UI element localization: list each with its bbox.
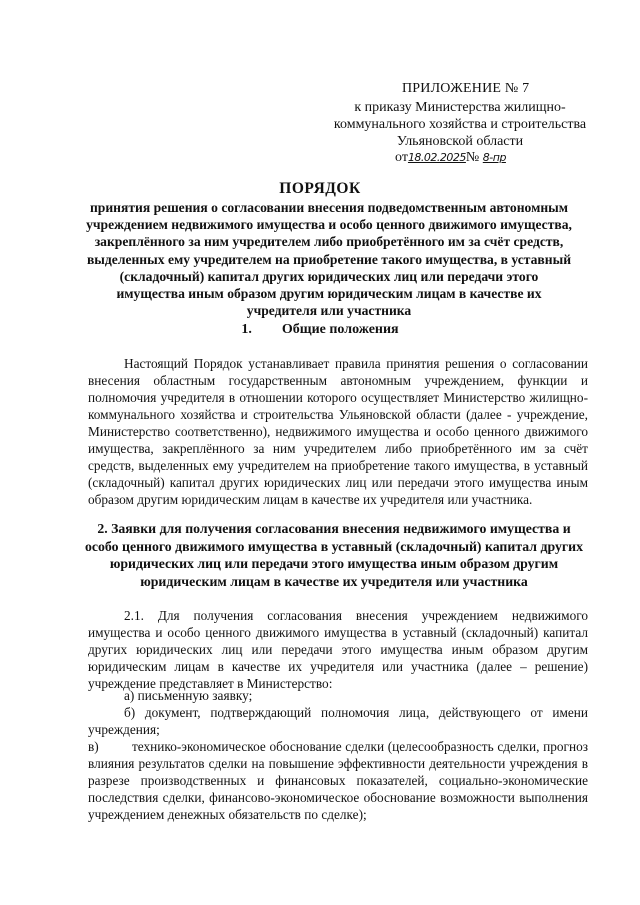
section-1-heading — [0, 322, 640, 338]
section-1-number: 1. — [241, 322, 252, 337]
list-item-c — [88, 738, 588, 823]
appendix-line: Ульяновской области — [396, 134, 524, 149]
appendix-line: коммунального хозяйства и строительства — [333, 117, 587, 132]
handwritten-date: 18.02.2025 — [407, 151, 466, 164]
handwritten-number: 8-пр — [482, 151, 506, 164]
date-prefix: от — [395, 150, 408, 165]
list-item-c-marker: в) — [88, 739, 99, 754]
list-item-a: а) письменную заявку; — [124, 688, 253, 703]
appendix-line: к приказу Министерства жилищно- — [354, 100, 566, 115]
appendix-title: ПРИЛОЖЕНИЕ № 7 — [402, 81, 530, 96]
section-2-paragraph: 2.1. Для получения согласования внесения учреждением недвижимого имущества и особо ценного движимого имущества в уставный (складочный) капитал других юридических лиц или передачи этого имущества иным образом другим юридическим лицам в качестве их учредителя или участника (далее – решение) учреждение представляет в Министерство: — [88, 608, 588, 691]
number-prefix: № — [465, 150, 480, 165]
section-2-heading: 2. Заявки для получения согласования внесения недвижимого имущества и особо ценного движимого имущества в уставный (складочный) капитал других юридических лиц или передачи этого имущества иным образом другим юридическим лицам в качестве их учредителя или участника — [85, 521, 583, 589]
list-item-c-text: технико-экономическое обоснование сделки (целесообразность сделки, прогноз влияния результатов сделки на повышение эффективности деятельности учреждения в разрезе производственных и финансовых показателей, социально-экономические последствия сделки, финансово-экономическое обоснование возможности выполнения учреждением денежных обязательств по сделке); — [88, 739, 588, 822]
section-1-title: Общие положения — [281, 322, 399, 337]
section-1-paragraph: Настоящий Порядок устанавливает правила принятия решения о согласовании внесения областным государственным автономным учреждением, функции и полномочия учредителя в отношении которого осуществляет Министерство жилищно-коммунального хозяйства и строительства Ульяновской области (далее - учреждение, Министерство соответственно), недвижимого имущества и особо ценного движимого имущества, закреплённого за ним учредителем либо приобретённого им за счёт средств, выделенных ему учредителем на приобретение такого имущества, в уставный (складочный) капитал других юридических лиц или передачи этого имущества иным образом другим юридическим лицам в качестве их учредителя или участника. — [88, 356, 588, 507]
list-item-b: б) документ, подтверждающий полномочия лица, действующего от имени учреждения; — [88, 705, 588, 737]
order-date-number — [395, 150, 506, 166]
order-subtitle: принятия решения о согласовании внесения подведомственным автономным учреждением недвижимого имущества и особо ценного движимого имущества, закреплённого за ним учредителем либо приобретённого им за счёт средств, выделенных ему учредителем на приобретение такого имущества, в уставный (складочный) капитал других юридических лиц или передачи этого имущества иным образом другим юридическим лицам в качестве их учредителя или участника — [86, 200, 572, 319]
order-title: ПОРЯДОК — [279, 180, 361, 197]
